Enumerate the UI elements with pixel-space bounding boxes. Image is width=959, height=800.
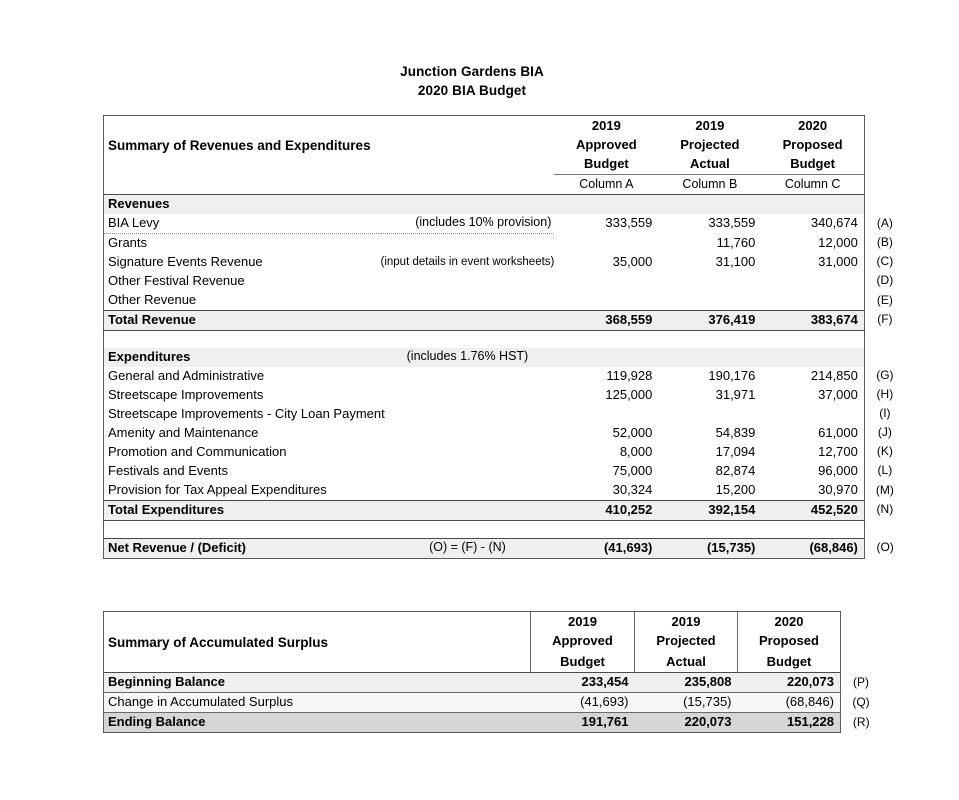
- row-label-city-loan: Streetscape Improvements - City Loan Payment: [104, 405, 555, 424]
- t2-col-a-head-line2: Approved: [531, 631, 635, 650]
- table1-header-row-1: [104, 116, 901, 136]
- total-expenditures-ref: (N): [864, 500, 900, 520]
- title-line-1: Junction Gardens BIA: [400, 64, 544, 79]
- row-a-festivals: 75,000: [612, 462, 653, 478]
- row-note-other-revenue: [381, 291, 555, 311]
- row-a-promotion: 8,000: [619, 443, 653, 459]
- total-revenue-c: 383,674: [761, 310, 864, 330]
- ending-balance-c: 151,228: [738, 713, 841, 733]
- revenues-section-note: [381, 194, 555, 214]
- table-row: [104, 443, 901, 462]
- col-a-head-line1: 2019: [554, 116, 658, 136]
- change-surplus-c: (68,846): [738, 693, 841, 713]
- table1-title-cell: Summary of Revenues and Expenditures: [104, 116, 381, 175]
- row-b-signature-events: 31,100: [715, 253, 756, 269]
- row-b-tax-appeal: 15,200: [715, 481, 756, 497]
- total-revenue-b: 376,419: [658, 310, 761, 330]
- row-a-signature-events: 35,000: [612, 253, 653, 269]
- row-ref-streetscape: (H): [876, 387, 894, 402]
- t2-col-b-head-line2: Projected: [635, 631, 738, 650]
- spacer-2-label: [104, 520, 381, 538]
- row-note-general-admin: [381, 367, 555, 386]
- t2-ref-spacer-2: [841, 631, 877, 650]
- summary-revenues-expenditures-table: [103, 115, 901, 559]
- row-note-streetscape: [381, 386, 555, 405]
- spacer-1-label: [104, 330, 381, 348]
- header-spacer-note-2: [381, 135, 555, 154]
- total-revenue-row: [104, 310, 901, 330]
- row-c-festivals: 96,000: [761, 462, 864, 481]
- row-b-promotion: 17,094: [715, 443, 756, 459]
- col-a-ref: Column A: [554, 174, 658, 194]
- row-c-bia-levy: 340,674: [761, 214, 864, 234]
- colref-blank-label: [104, 174, 381, 194]
- col-c-head-line3: Budget: [761, 154, 864, 174]
- col-a-head-line3: Budget: [583, 156, 629, 172]
- col-a-head-line2: Approved: [576, 137, 637, 152]
- table-row: [104, 367, 901, 386]
- row-label-other-festival: Other Festival Revenue: [104, 272, 381, 291]
- row-a-city-loan: [554, 405, 658, 424]
- t2-col-b-head-line3: Actual: [635, 650, 738, 673]
- ending-balance-label: Ending Balance: [104, 713, 531, 733]
- table-row: [104, 291, 901, 311]
- row-ref-other-festival: (D): [876, 273, 894, 288]
- row-ref-city-loan: (I): [879, 406, 891, 421]
- table-row: [104, 405, 901, 424]
- row-ref-grants: (B): [876, 235, 893, 250]
- row-c-tax-appeal: 30,970: [761, 481, 864, 501]
- table2-title-cell: Summary of Accumulated Surplus: [104, 612, 531, 673]
- expenditures-section-b: [658, 348, 761, 367]
- net-revenue-b: (15,735): [658, 538, 761, 558]
- col-b-head-line1: 2019: [658, 116, 761, 136]
- total-expenditures-label: Total Expenditures: [104, 500, 381, 520]
- ending-balance-ref: (R): [841, 713, 877, 733]
- table-row: [104, 462, 901, 481]
- row-ref-bia-levy: (A): [876, 215, 893, 230]
- row-ref-promotion: (K): [876, 444, 893, 459]
- t2-ref-spacer-3: [841, 650, 877, 673]
- row-a-other-revenue: [554, 291, 658, 311]
- row-note-amenity: [381, 424, 555, 443]
- expenditures-section-label: Expenditures: [104, 348, 381, 367]
- total-expenditures-b: 392,154: [658, 500, 761, 520]
- change-surplus-a: (41,693): [531, 693, 635, 713]
- spacer-2-c: [761, 520, 864, 538]
- row-label-general-admin: General and Administrative: [104, 367, 381, 386]
- expenditures-section-a: [554, 348, 658, 367]
- row-a-streetscape: 125,000: [605, 386, 653, 402]
- ref-spacer-4: [864, 174, 900, 194]
- revenues-section-a: [554, 194, 658, 214]
- table-row: [104, 253, 901, 272]
- spacer-2-ref: [864, 520, 900, 538]
- change-surplus-ref: (Q): [841, 693, 877, 713]
- beginning-balance-b: 235,808: [635, 673, 738, 693]
- col-c-head-line1: 2020: [761, 116, 864, 136]
- row-label-festivals: Festivals and Events: [104, 462, 381, 481]
- spacer-1-b: [658, 330, 761, 348]
- t2-col-c-head-line3: Budget: [738, 650, 841, 673]
- table-row: [104, 481, 901, 501]
- spacer-1-a: [554, 330, 658, 348]
- net-revenue-a: (41,693): [554, 538, 658, 558]
- row-label-tax-appeal: Provision for Tax Appeal Expenditures: [104, 481, 381, 501]
- t2-col-a-head-line3: Budget: [531, 650, 635, 673]
- row-b-other-revenue: [658, 291, 761, 311]
- header-spacer-note-3: [381, 154, 555, 174]
- spacer-1-note: [381, 330, 555, 348]
- spacer-2-b: [658, 520, 761, 538]
- ref-spacer-2: [864, 135, 900, 154]
- t2-ref-spacer-1: [841, 612, 877, 632]
- row-b-grants: 11,760: [716, 234, 756, 250]
- row-note-signature-events: (input details in event worksheets): [380, 255, 555, 268]
- total-revenue-a: 368,559: [554, 310, 658, 330]
- ending-balance-a: 191,761: [531, 713, 635, 733]
- row-a-tax-appeal: 30,324: [612, 481, 653, 497]
- ref-spacer-1: [864, 116, 900, 136]
- spacer-2-a: [554, 520, 658, 538]
- table-row: [104, 233, 901, 253]
- t2-col-b-head-line1: 2019: [635, 612, 738, 632]
- change-surplus-label: Change in Accumulated Surplus: [104, 693, 531, 713]
- spacer-1-ref: [864, 330, 900, 348]
- row-label-bia-levy: BIA Levy: [104, 214, 381, 234]
- beginning-balance-c: 220,073: [738, 673, 841, 693]
- row-a-grants: [554, 233, 658, 253]
- row-b-festivals: 82,874: [715, 462, 756, 478]
- total-revenue-label: Total Revenue: [104, 310, 381, 330]
- row-a-general-admin: 119,928: [606, 367, 653, 383]
- col-c-head-line2: Proposed: [761, 135, 864, 154]
- spacer-row-2: [104, 520, 901, 538]
- ending-balance-row: [104, 713, 877, 733]
- revenues-section-row: [104, 194, 901, 214]
- row-c-grants: 12,000: [761, 233, 864, 253]
- row-ref-amenity: (J): [877, 425, 892, 440]
- total-expenditures-a: 410,252: [554, 500, 658, 520]
- row-c-signature-events: 31,000: [761, 253, 864, 272]
- row-note-bia-levy: (includes 10% provision): [381, 214, 555, 234]
- row-c-general-admin: 214,850: [761, 367, 864, 386]
- row-label-grants: Grants: [104, 233, 381, 253]
- row-label-streetscape: Streetscape Improvements: [104, 386, 381, 405]
- row-note-tax-appeal: [381, 481, 555, 501]
- net-revenue-formula: (O) = (F) - (N): [381, 538, 555, 558]
- row-c-city-loan: [761, 405, 864, 424]
- expenditures-section-row: [104, 348, 901, 367]
- row-b-city-loan: [658, 405, 761, 424]
- expenditures-section-note: (includes 1.76% HST): [381, 348, 555, 367]
- ref-spacer-6: [864, 348, 900, 367]
- total-revenue-note: [381, 310, 555, 330]
- revenues-section-c: [761, 194, 864, 214]
- row-note-grants: [381, 233, 555, 253]
- row-label-promotion: Promotion and Communication: [104, 443, 381, 462]
- table-row: [104, 272, 901, 291]
- revenues-section-b: [658, 194, 761, 214]
- spacer-2-note: [381, 520, 555, 538]
- beginning-balance-label: Beginning Balance: [104, 673, 531, 693]
- expenditures-section-c: [761, 348, 864, 367]
- net-revenue-c: (68,846): [761, 538, 864, 558]
- row-a-other-festival: [554, 272, 658, 291]
- row-note-festivals: [381, 462, 555, 481]
- ref-spacer-3: [864, 154, 900, 174]
- total-revenue-ref: (F): [864, 310, 900, 330]
- col-b-ref: Column B: [658, 174, 761, 194]
- table-row: [104, 386, 901, 405]
- col-b-head-line3: Actual: [690, 156, 730, 172]
- row-label-other-revenue: Other Revenue: [104, 291, 381, 311]
- row-b-other-festival: [658, 272, 761, 291]
- row-a-bia-levy: 333,559: [605, 215, 653, 231]
- summary-accumulated-surplus-table: [103, 611, 877, 733]
- col-b-head-line2: Projected: [680, 137, 740, 152]
- colref-blank-note: [381, 174, 555, 194]
- change-surplus-b: (15,735): [635, 693, 738, 713]
- table-row: [104, 424, 901, 443]
- table-row: [104, 214, 901, 234]
- page-title: [103, 62, 841, 100]
- row-label-signature-events: Signature Events Revenue: [104, 253, 381, 272]
- col-c-ref: Column C: [761, 174, 864, 194]
- row-ref-general-admin: (G): [876, 368, 894, 383]
- net-revenue-ref: (O): [864, 538, 900, 558]
- spacer-1-c: [761, 330, 864, 348]
- row-ref-other-revenue: (E): [876, 292, 893, 307]
- total-expenditures-note: [381, 500, 555, 520]
- revenues-section-label: Revenues: [104, 194, 381, 214]
- row-c-other-festival: [761, 272, 864, 291]
- total-expenditures-c: 452,520: [761, 500, 864, 520]
- net-revenue-label: Net Revenue / (Deficit): [104, 538, 381, 558]
- t2-col-c-head-line1: 2020: [738, 612, 841, 632]
- change-surplus-row: [104, 693, 877, 713]
- row-b-general-admin: 190,176: [708, 367, 756, 383]
- row-ref-tax-appeal: (M): [875, 482, 894, 497]
- t2-col-c-head-line2: Proposed: [738, 631, 841, 650]
- row-c-other-revenue: [761, 291, 864, 311]
- row-b-amenity: 54,839: [715, 424, 756, 440]
- table1-column-ref-row: [104, 174, 901, 194]
- row-note-promotion: [381, 443, 555, 462]
- beginning-balance-ref: (P): [841, 673, 877, 693]
- row-b-bia-levy: 333,559: [708, 215, 756, 231]
- ending-balance-b: 220,073: [635, 713, 738, 733]
- net-revenue-row: [104, 538, 901, 558]
- table2-header-row-1: [104, 612, 877, 632]
- row-c-promotion: 12,700: [761, 443, 864, 462]
- row-c-streetscape: 37,000: [761, 386, 864, 405]
- row-c-amenity: 61,000: [761, 424, 864, 443]
- row-a-amenity: 52,000: [612, 424, 653, 440]
- row-b-streetscape: 31,971: [715, 386, 756, 402]
- ref-spacer-5: [864, 194, 900, 214]
- title-line-2: 2020 BIA Budget: [417, 83, 527, 98]
- total-expenditures-row: [104, 500, 901, 520]
- beginning-balance-a: 233,454: [531, 673, 635, 693]
- row-note-other-festival: [381, 272, 555, 291]
- beginning-balance-row: [104, 673, 877, 693]
- row-label-amenity: Amenity and Maintenance: [104, 424, 381, 443]
- t2-col-a-head-line1: 2019: [531, 612, 635, 632]
- row-ref-festivals: (L): [877, 463, 893, 478]
- header-spacer-note: [381, 116, 555, 136]
- spacer-row-1: [104, 330, 901, 348]
- row-ref-signature-events: (C): [876, 254, 894, 269]
